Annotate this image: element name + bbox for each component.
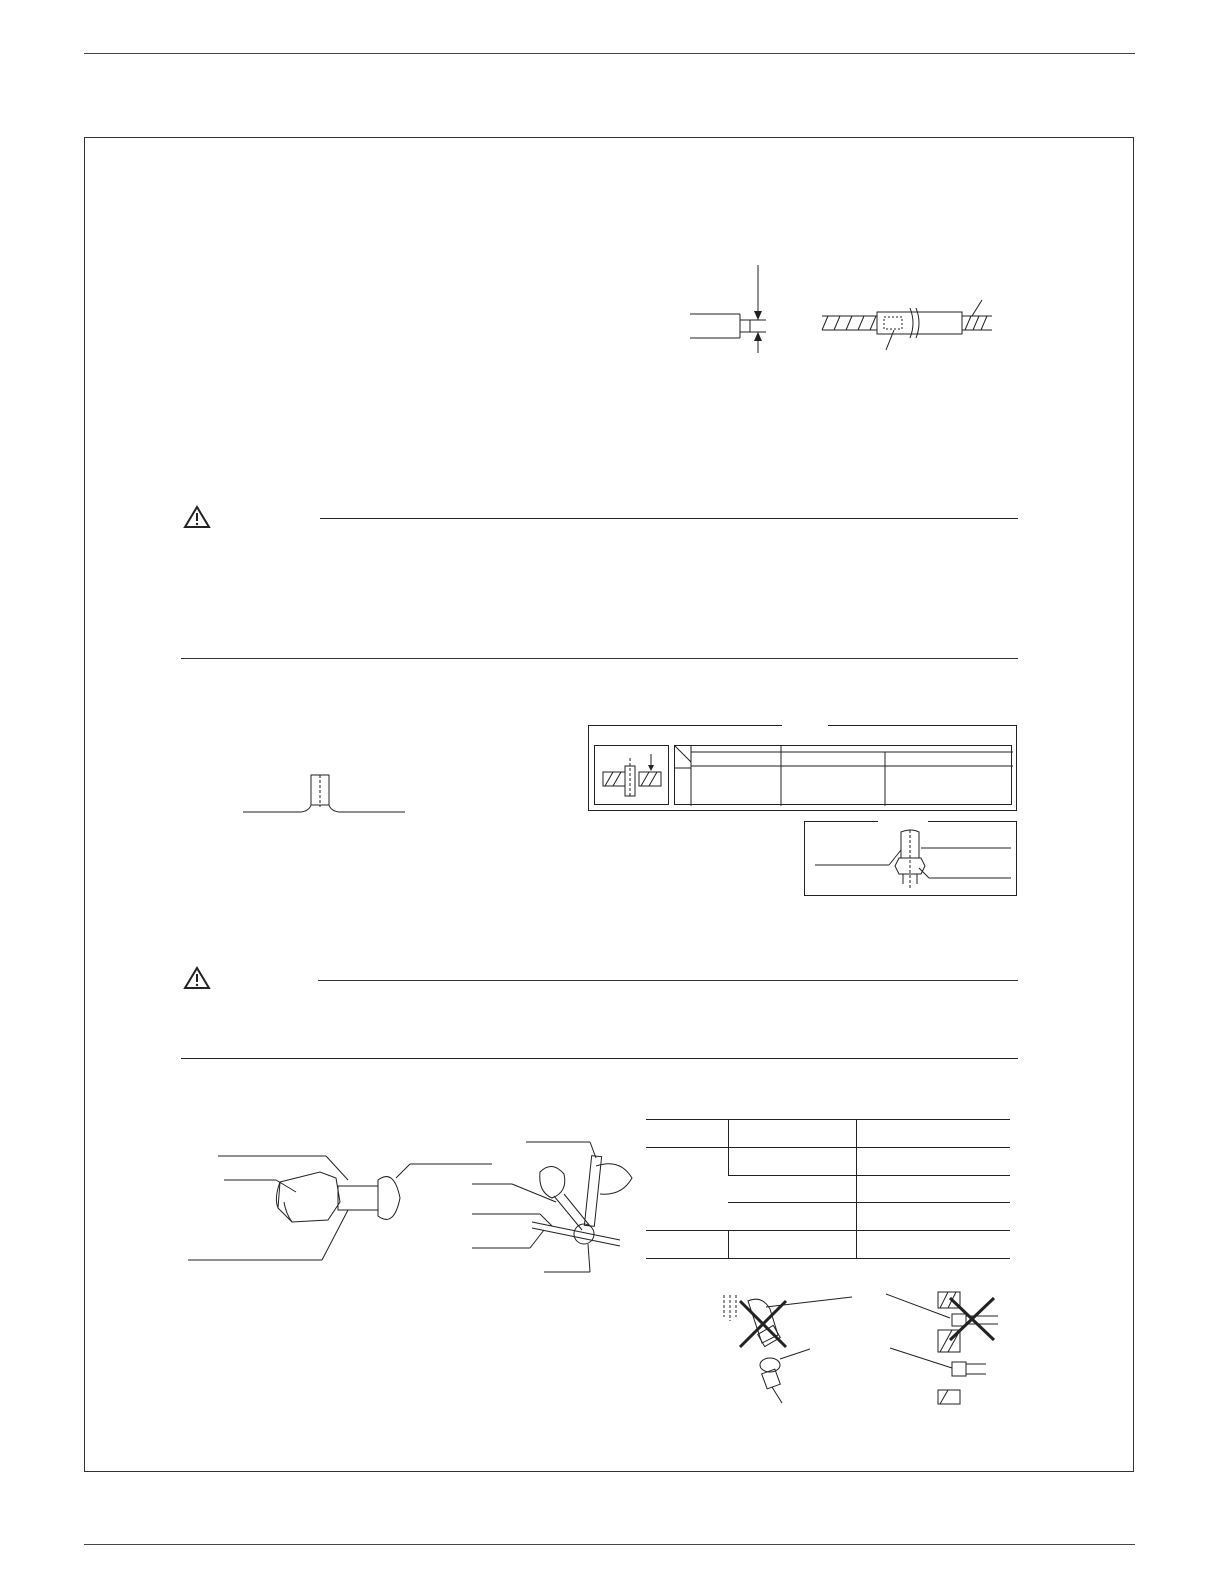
- table-cell: [728, 1203, 856, 1231]
- flare-die-diagram: [601, 752, 663, 797]
- flare-table-grid: [675, 746, 1013, 806]
- table-cell: [856, 1175, 1010, 1203]
- pipe-wall-incorrect-diagram: [886, 1292, 1016, 1404]
- table-row: [646, 1120, 1010, 1148]
- flare-cut-diagram: [243, 775, 408, 817]
- double-wrench-diagram: [472, 1138, 642, 1273]
- flare-nut-diagram: [815, 830, 1015, 890]
- flare-nut-oil-diagram: [188, 1150, 498, 1270]
- table-row: [646, 1231, 1010, 1259]
- flare-check-title-gap: [878, 816, 928, 826]
- table-cell: [646, 1231, 728, 1259]
- table-cell: [646, 1147, 728, 1230]
- footer-rule: [84, 1544, 1135, 1545]
- pipe-joint-diagram: [822, 300, 992, 355]
- table-cell: [728, 1120, 856, 1148]
- flare-table-title-gap: [782, 720, 828, 730]
- table-cell: [728, 1231, 856, 1259]
- pipe-cut-diagram: [690, 265, 780, 360]
- warning-header-rule: [320, 518, 1018, 519]
- pipe-end-incorrect-diagram: [722, 1295, 857, 1405]
- warning-footer-rule: [181, 1058, 1018, 1059]
- table-cell: [856, 1231, 1010, 1259]
- table-cell: [856, 1120, 1010, 1148]
- table-row: [646, 1147, 1010, 1175]
- table-cell: [646, 1120, 728, 1148]
- warning-header-rule: [318, 980, 1018, 981]
- table-cell: [728, 1147, 856, 1175]
- table-cell: [856, 1203, 1010, 1231]
- flare-dimension-figure-cell: [594, 745, 669, 805]
- warning-triangle-icon: [183, 505, 211, 529]
- table-cell: [728, 1175, 856, 1203]
- table-cell: [856, 1147, 1010, 1175]
- header-rule: [84, 53, 1135, 54]
- flare-dimension-value-cells: [674, 745, 1012, 805]
- warning-footer-rule: [181, 658, 1018, 659]
- torque-table: [646, 1119, 1010, 1259]
- warning-triangle-icon: [183, 966, 211, 990]
